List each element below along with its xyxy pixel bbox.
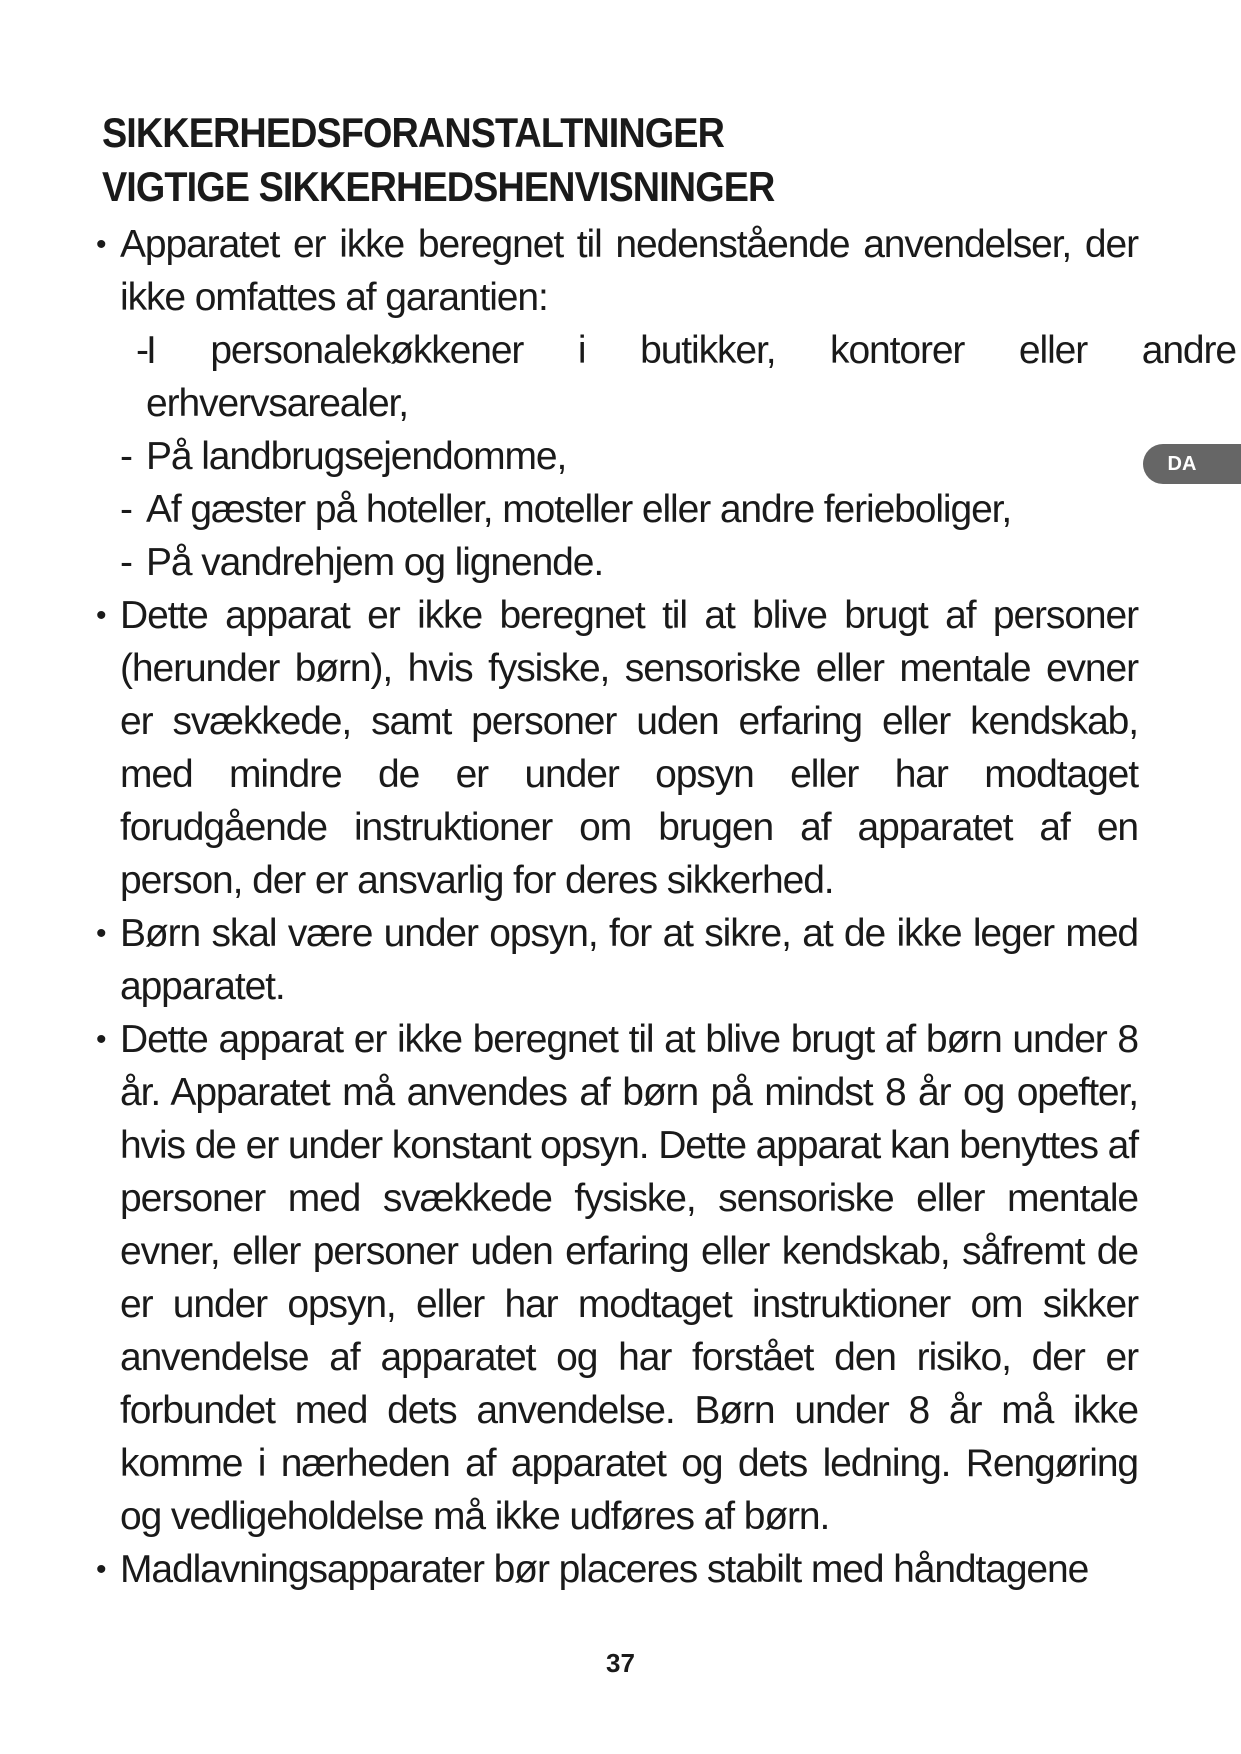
- bullet-icon: •: [96, 917, 106, 950]
- instruction-paragraph-1: [96, 218, 1138, 324]
- language-tab: DA: [1143, 444, 1241, 484]
- heading-block: [102, 106, 1102, 214]
- sub-item-4: [96, 536, 1136, 589]
- instruction-paragraph-5: [96, 1543, 1138, 1596]
- instruction-paragraph-3: [96, 907, 1138, 1013]
- bullet-icon: •: [96, 599, 106, 632]
- paragraph-text: Dette apparat er ikke beregnet til at blive brugt af personer (herunder børn), hvis fysiske, sensoriske eller mentale evner er svækkede, samt personer uden erfaring eller kendskab, med mindre de er under opsyn eller har modtaget forudgående instruktioner om brugen af apparatet af en person, der er ansvarlig for deres sikkerhed.: [120, 594, 1138, 902]
- sub-item-text: Af gæster på hoteller, moteller eller andre ferieboliger,: [146, 488, 1012, 531]
- paragraph-text: Børn skal være under opsyn, for at sikre, at de ikke leger med apparatet.: [120, 912, 1138, 1008]
- bullet-icon: •: [96, 1023, 106, 1056]
- page-number: 37: [606, 1648, 635, 1678]
- paragraph-text: Dette apparat er ikke beregnet til at blive brugt af børn under 8 år. Apparatet må anvendes af børn på mindst 8 år og opefter, hvis de er under konstant opsyn. Dette apparat kan benyttes af personer med svækkede fysiske, sensoriske eller mentale evner, eller personer uden erfaring eller kendskab, såfremt de er under opsyn, eller har modtaget instruktioner om sikker anvendelse af apparatet og har forstået den risiko, der er forbundet med dets anvendelse. Børn under 8 år må ikke komme i nærheden af apparatet og dets ledning. Rengøring og vedligeholdelse må ikke udføres af børn.: [120, 1018, 1138, 1538]
- page-title: SIKKERHEDSFORANSTALTNINGER: [102, 109, 725, 156]
- dash-icon: -: [120, 435, 132, 478]
- sub-item-2: [96, 430, 1136, 483]
- bullet-icon: •: [96, 228, 106, 261]
- dash-icon: -: [120, 541, 132, 584]
- instruction-paragraph-4: [96, 1013, 1138, 1543]
- paragraph-text: Apparatet er ikke beregnet til nedenstående anvendelser, der ikke omfattes af garantien:: [120, 223, 1138, 319]
- safety-instructions: [96, 218, 1236, 1596]
- sub-item-text: På landbrugsejendomme,: [146, 435, 567, 478]
- page-subtitle: VIGTIGE SIKKERHEDSHENVISNINGER: [102, 163, 775, 210]
- dash-icon: -: [136, 329, 148, 372]
- sub-item-3: [96, 483, 1136, 536]
- paragraph-text: Madlavningsapparater bør placeres stabilt med håndtagene: [120, 1548, 1089, 1591]
- sub-item-text: På vandrehjem og lignende.: [146, 541, 604, 584]
- dash-icon: -: [120, 488, 132, 531]
- instruction-paragraph-2: [96, 589, 1138, 907]
- sub-item-1: [96, 324, 1236, 430]
- sub-item-text: I personalekøkkener i butikker, kontorer eller andre erhvervsarealer,: [146, 329, 1236, 425]
- bullet-icon: •: [96, 1553, 106, 1586]
